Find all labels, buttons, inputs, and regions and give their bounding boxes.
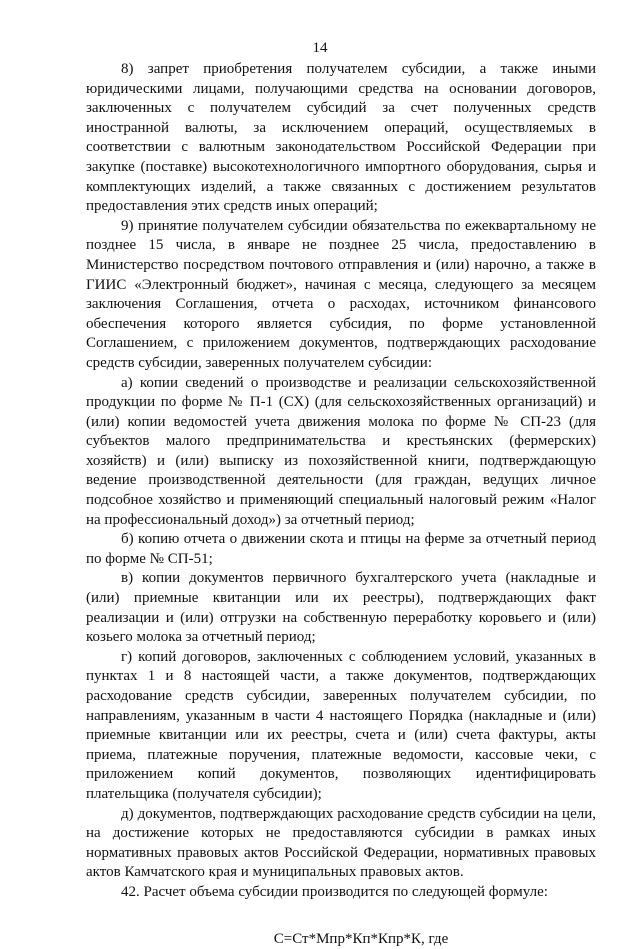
subsidy-formula: С=Ст*Мпр*Кп*Кпр*К, где <box>273 930 449 947</box>
paragraph-subitem-b: б) копию отчета о движении скота и птицы на ферме за отчетный период по форме № СП-51; <box>86 531 596 567</box>
paragraph-subitem-a: а) копии сведений о производстве и реализации сельскохозяйственной продукции по форме № П-1 (СХ) (для сельскохозяйственных организаций) и (или) копии ведомостей учета движения молока по форме № СП-23 (для субъектов малого предпринимательства и крестьянских (фермерских) хозяйств) и (или) выписку из похозяйственной книги, подтверждающую ведение производственной деятельности (для граждан, ведущих личное подсобное хозяйство и применяющий специальный налоговый режим «Налог на профессиональный доход») за отчетный период; <box>86 374 596 528</box>
paragraph-subitem-d: д) документов, подтверждающих расходование средств субсидии на цели, на достижение которых не предоставляются субсидии в рамках иных нормативных правовых актов Российской Федерации, нормативных правовых актов Камчатского края и муниципальных правовых актов. <box>86 805 596 881</box>
document-body <box>86 60 596 949</box>
page-number: 14 <box>312 40 328 56</box>
paragraph-subitem-v: в) копии документов первичного бухгалтерского учета (накладные и (или) приемные квитанции или их реестры), подтверждающих факт реализации и (или) отгрузки на собственную переработку коровьего и (или) козьего молока за отчетный период; <box>86 570 596 646</box>
paragraph-item-9: 9) принятие получателем субсидии обязательства по ежеквартальному не позднее 15 числа, в январе не позднее 25 числа, предоставлению в Министерство посредством почтового отправления и (или) нарочно, а также в ГИИС «Электронный бюджет», начиная с месяца, следующего за месяцем заключения Соглашения, отчета о расходах, источником финансового обеспечения которого является субсидия, по форме установленной Соглашением, с приложением документов, подтверждающих расходование средств субсидии, заверенных получателем субсидии: <box>86 217 596 371</box>
paragraph-item-42: 42. Расчет объема субсидии производится по следующей формуле: <box>121 883 548 900</box>
paragraph-subitem-g: г) копий договоров, заключенных с соблюдением условий, указанных в пунктах 1 и 8 настоящей части, а также документов, подтверждающих расходование средств субсидии, заверенных получателем субсидии, по направлениям, указанным в части 4 настоящего Порядка (накладные и (или) приемные квитанции или их реестры, счета и (или) счета фактуры, акты приема, платежные поручения, платежные ведомости, кассовые чеки, с приложением копий документов, позволяющих идентифицировать плательщика (получателя субсидии); <box>86 648 596 802</box>
paragraph-item-8: 8) запрет приобретения получателем субсидии, а также иными юридическими лицами, получающими средства на основании договоров, заключенных с получателем субсидий за счет полученных средств иностранной валюты, за исключением операций, осуществляемых в соответствии с валютным законодательством Российской Федерации при закупке (поставке) высокотехнологичного импортного оборудования, сырья и комплектующих изделий, а также связанных с достижением результатов предоставления этих средств иных операций; <box>86 61 596 215</box>
